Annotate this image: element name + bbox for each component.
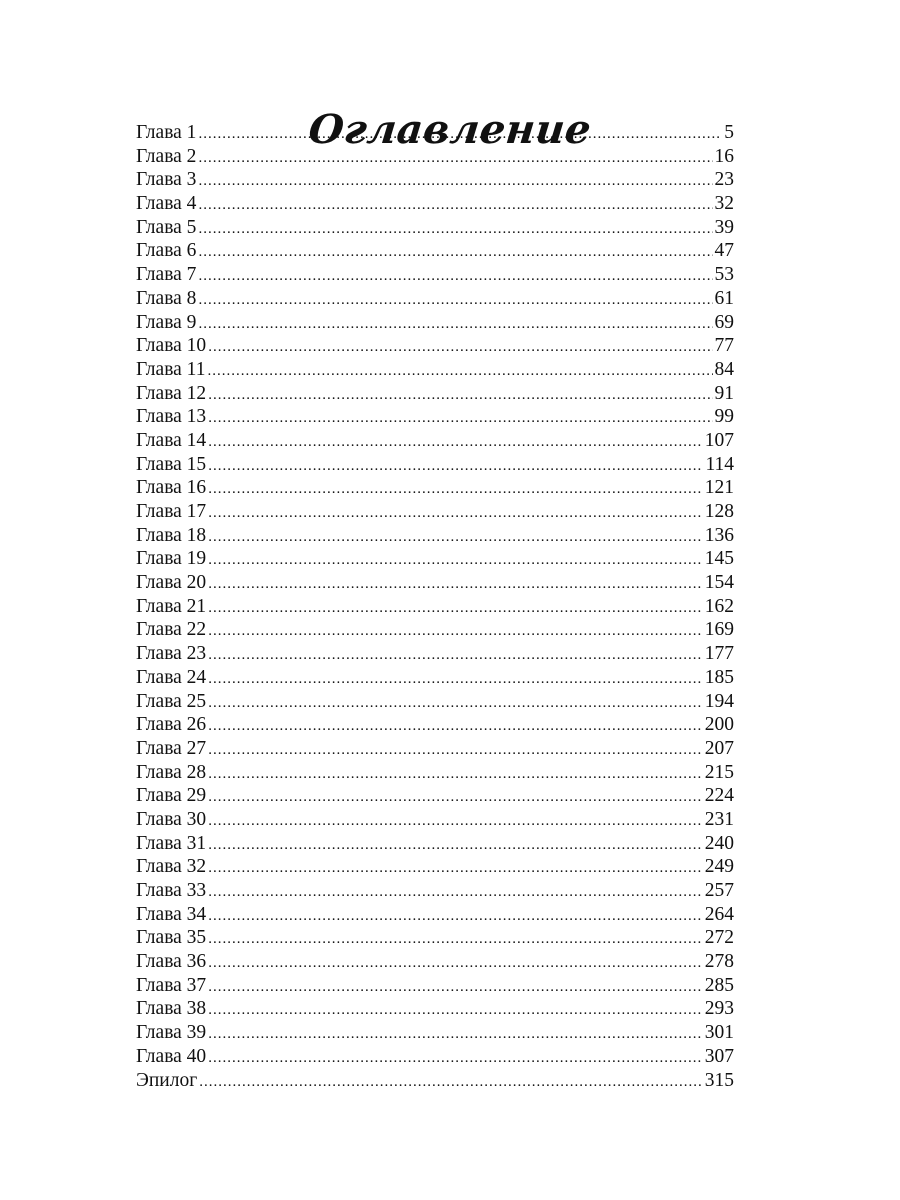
dot-leader: [208, 857, 703, 881]
toc-entry-page-number: 61: [714, 287, 734, 309]
toc-entry-page-number: 99: [714, 406, 734, 428]
dot-leader: [208, 526, 703, 550]
dot-leader: [208, 549, 703, 573]
toc-entry-label: Глава 14: [136, 429, 207, 451]
toc-entry: [136, 808, 734, 832]
toc-entry-label: Глава 20: [136, 572, 207, 594]
toc-entry-page-number: 47: [714, 240, 734, 262]
toc-entry: [136, 666, 734, 690]
toc-entry-label: Глава 18: [136, 524, 207, 546]
toc-entry-label: Глава 38: [136, 998, 207, 1020]
toc-entry: [136, 1045, 734, 1069]
dot-leader: [208, 928, 703, 952]
toc-entry: [136, 1069, 734, 1093]
dot-leader: [208, 455, 703, 479]
toc-entry-page-number: 77: [714, 335, 734, 357]
toc-entry: [136, 879, 734, 903]
dot-leader: [208, 739, 703, 763]
dot-leader: [208, 620, 703, 644]
toc-entry: [136, 855, 734, 879]
dot-leader: [208, 502, 703, 526]
toc-entry-page-number: 272: [704, 927, 734, 949]
toc-entry: [136, 287, 734, 311]
toc-entry-page-number: 23: [714, 169, 734, 191]
toc-entry-label: Глава 29: [136, 785, 207, 807]
toc-entry-label: Глава 23: [136, 643, 207, 665]
toc-entry-label: Глава 25: [136, 690, 207, 712]
toc-entry-page-number: 84: [714, 358, 734, 380]
dot-leader: [208, 763, 703, 787]
toc-entry: [136, 618, 734, 642]
toc-entry: [136, 453, 734, 477]
dot-leader: [208, 715, 703, 739]
dot-leader: [198, 265, 712, 289]
toc-entry-label: Глава 36: [136, 951, 207, 973]
toc-entry-page-number: 264: [704, 903, 734, 925]
toc-entry: [136, 524, 734, 548]
toc-entry-page-number: 257: [704, 880, 734, 901]
dot-leader: [198, 313, 712, 337]
toc-entry: [136, 263, 734, 287]
toc-entry: [136, 761, 734, 785]
toc-entry: [136, 382, 734, 406]
toc-entry: [136, 358, 734, 382]
toc-entry-label: Глава 19: [136, 548, 207, 570]
toc-entry: [136, 239, 734, 263]
toc-entry: [136, 121, 734, 145]
toc-entry-page-number: 128: [704, 501, 734, 522]
toc-entry-page-number: 307: [704, 1045, 734, 1067]
toc-entry-label: Глава 10: [136, 335, 207, 357]
toc-entry: [136, 926, 734, 950]
toc-entry-page-number: 91: [714, 382, 734, 404]
toc-entry: [136, 334, 734, 358]
toc-entry-label: Глава 16: [136, 477, 207, 499]
toc-entry-label: Глава 22: [136, 619, 207, 641]
toc-entry: [136, 311, 734, 335]
toc-entry-page-number: 301: [704, 1022, 734, 1044]
toc-entry-page-number: 32: [714, 193, 734, 215]
toc-entry-label: Глава 33: [136, 880, 207, 901]
toc-entry: [136, 903, 734, 927]
dot-leader: [208, 336, 712, 360]
toc-entry-page-number: 162: [704, 595, 734, 617]
toc-entry-label: Глава 6: [136, 240, 197, 262]
toc-entry-label: Глава 31: [136, 832, 207, 854]
toc-entry: [136, 950, 734, 974]
toc-entry: [136, 595, 734, 619]
toc-entry-page-number: 53: [714, 264, 734, 286]
toc-entry: [136, 216, 734, 240]
toc-entry: [136, 1021, 734, 1045]
toc-entry-page-number: 207: [704, 737, 734, 759]
toc-entry-label: Глава 37: [136, 974, 207, 996]
toc-entry-page-number: 145: [704, 548, 734, 570]
toc-entry-page-number: 136: [704, 524, 734, 546]
toc-entry: [136, 476, 734, 500]
toc-entry-page-number: 69: [714, 311, 734, 333]
toc-entry-page-number: 121: [704, 477, 734, 499]
toc-entry: [136, 405, 734, 429]
toc-entry-label: Глава 8: [136, 287, 197, 309]
toc-entry-page-number: 177: [704, 643, 734, 665]
toc-entry: [136, 168, 734, 192]
toc-entry: [136, 500, 734, 524]
toc-entry-page-number: 169: [704, 619, 734, 641]
toc-entry-page-number: 200: [704, 714, 734, 736]
toc-entry-label: Глава 26: [136, 714, 207, 736]
toc-entry-page-number: 154: [704, 572, 734, 594]
dot-leader: [208, 881, 703, 905]
toc-entry-page-number: 315: [704, 1069, 734, 1091]
toc-entry: [136, 145, 734, 169]
dot-leader: [208, 1023, 703, 1047]
toc-entry: [136, 192, 734, 216]
toc-entry-page-number: 185: [704, 666, 734, 688]
toc-entry-label: Глава 3: [136, 169, 197, 191]
toc-entry-label: Глава 12: [136, 382, 207, 404]
toc-entry: [136, 547, 734, 571]
dot-leader: [208, 905, 703, 929]
dot-leader: [199, 1071, 703, 1095]
toc-entry-page-number: 114: [705, 453, 734, 475]
toc-entry-page-number: 240: [704, 832, 734, 854]
toc-entry-page-number: 16: [714, 145, 734, 167]
toc-entry: [136, 974, 734, 998]
toc-entry: [136, 737, 734, 761]
dot-leader: [208, 1047, 703, 1071]
toc-entry-page-number: 224: [704, 785, 734, 807]
toc-entry-label: Глава 35: [136, 927, 207, 949]
toc-entry-label: Глава 21: [136, 595, 207, 617]
dot-leader: [198, 123, 722, 147]
toc-entry: [136, 713, 734, 737]
dot-leader: [208, 834, 703, 858]
dot-leader: [208, 644, 703, 668]
toc-entry-page-number: 231: [704, 808, 734, 830]
dot-leader: [208, 952, 703, 976]
dot-leader: [208, 692, 703, 716]
dot-leader: [208, 810, 703, 834]
toc-entry: [136, 997, 734, 1021]
toc-entry-label: Глава 28: [136, 761, 207, 783]
toc-entry-label: Глава 7: [136, 264, 197, 286]
toc-entry-label: Эпилог: [136, 1069, 198, 1091]
toc-entry-label: Глава 13: [136, 406, 207, 428]
dot-leader: [208, 597, 703, 621]
toc-entry-label: Глава 34: [136, 903, 207, 925]
dot-leader: [208, 384, 712, 408]
toc-entry: [136, 642, 734, 666]
toc-entry-page-number: 5: [724, 122, 734, 143]
dot-leader: [208, 573, 703, 597]
dot-leader: [198, 170, 712, 194]
dot-leader: [198, 241, 712, 265]
toc-entry-label: Глава 4: [136, 193, 197, 215]
toc-entry-label: Глава 2: [136, 145, 197, 167]
dot-leader: [198, 194, 712, 218]
toc-entry-label: Глава 27: [136, 737, 207, 759]
toc-entry-label: Глава 9: [136, 311, 197, 333]
toc-entry-page-number: 285: [704, 974, 734, 996]
dot-leader: [208, 786, 703, 810]
toc-entry: [136, 832, 734, 856]
toc-entry-label: Глава 30: [136, 808, 207, 830]
dot-leader: [198, 218, 712, 242]
toc-entry-page-number: 293: [704, 998, 734, 1020]
toc-entry: [136, 690, 734, 714]
dot-leader: [208, 431, 703, 455]
page-title: Оглавление: [306, 105, 594, 153]
dot-leader: [207, 360, 712, 384]
toc-entry-label: Глава 1: [136, 122, 197, 143]
toc-entry-page-number: 194: [704, 690, 734, 712]
dot-leader: [208, 976, 703, 1000]
dot-leader: [208, 407, 712, 431]
toc-entry-label: Глава 39: [136, 1022, 207, 1044]
toc-entry-page-number: 107: [704, 429, 734, 451]
toc-entry-label: Глава 17: [136, 501, 207, 522]
toc-entry-page-number: 249: [704, 856, 734, 878]
toc-entry: [136, 429, 734, 453]
toc-entry: [136, 571, 734, 595]
toc-entry-label: Глава 11: [136, 358, 206, 380]
toc-entry-label: Глава 40: [136, 1045, 207, 1067]
toc-entry-page-number: 215: [704, 761, 734, 783]
toc-entry-label: Глава 5: [136, 216, 197, 238]
dot-leader: [208, 478, 703, 502]
toc-entry-label: Глава 15: [136, 453, 207, 475]
toc-entry-page-number: 278: [704, 951, 734, 973]
toc-entry-label: Глава 32: [136, 856, 207, 878]
table-of-contents: [136, 121, 734, 1092]
toc-entry-label: Глава 24: [136, 666, 207, 688]
dot-leader: [198, 147, 712, 171]
toc-entry-page-number: 39: [714, 216, 734, 238]
toc-entry: [136, 784, 734, 808]
dot-leader: [198, 289, 712, 313]
dot-leader: [208, 999, 703, 1023]
dot-leader: [208, 668, 703, 692]
